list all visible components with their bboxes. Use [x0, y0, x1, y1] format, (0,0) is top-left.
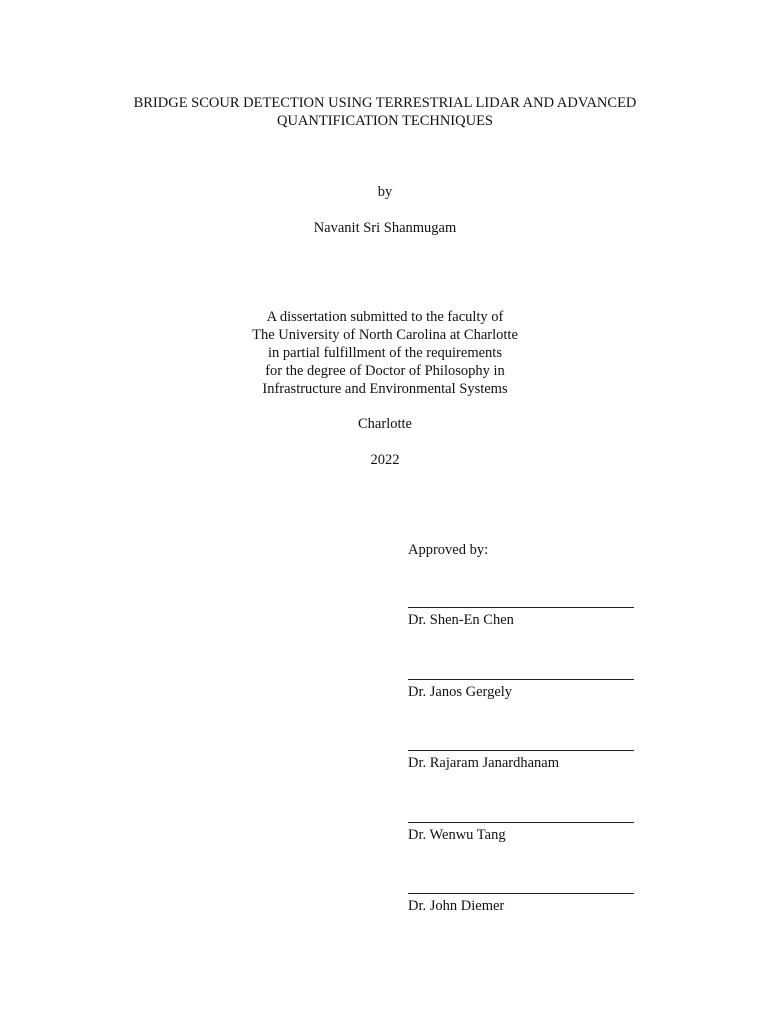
signature-block	[408, 607, 634, 629]
signatory-name: Dr. Wenwu Tang	[408, 827, 506, 843]
statement-line-4: for the degree of Doctor of Philosophy in	[265, 363, 505, 379]
signature-block	[408, 822, 634, 844]
year	[0, 451, 770, 469]
signatory-name: Dr. John Diemer	[408, 898, 505, 914]
signature-line	[408, 822, 634, 823]
title-line-2: QUANTIFICATION TECHNIQUES	[276, 113, 493, 129]
approved-by-label: Approved by:	[408, 542, 489, 558]
author-name	[0, 219, 770, 237]
dissertation-title	[0, 94, 770, 130]
author-text: Navanit Sri Shanmugam	[313, 220, 457, 236]
signatory-name: Dr. Janos Gergely	[408, 684, 513, 700]
signatory-name: Dr. Rajaram Janardhanam	[408, 755, 559, 771]
title-line-1: BRIDGE SCOUR DETECTION USING TERRESTRIAL LIDAR AND ADVANCED	[133, 95, 637, 111]
place-text: Charlotte	[358, 416, 412, 432]
signature-block	[408, 679, 634, 701]
signature-line	[408, 679, 634, 680]
statement-line-1: A dissertation submitted to the faculty of	[266, 309, 504, 325]
submission-statement	[0, 308, 770, 398]
signature-line	[408, 750, 634, 751]
signature-block	[408, 750, 634, 772]
signatory-name: Dr. Shen-En Chen	[408, 612, 514, 628]
year-text: 2022	[370, 452, 400, 468]
signature-block	[408, 893, 634, 915]
signature-line	[408, 607, 634, 608]
by-label	[0, 183, 770, 201]
statement-line-3: in partial fulfillment of the requirements	[268, 345, 502, 361]
statement-line-2: The University of North Carolina at Charlotte	[252, 327, 518, 343]
statement-line-5: Infrastructure and Environmental Systems	[262, 381, 508, 397]
approval-section	[408, 541, 638, 914]
place	[0, 415, 770, 433]
signature-line	[408, 893, 634, 894]
by-text: by	[377, 184, 393, 200]
